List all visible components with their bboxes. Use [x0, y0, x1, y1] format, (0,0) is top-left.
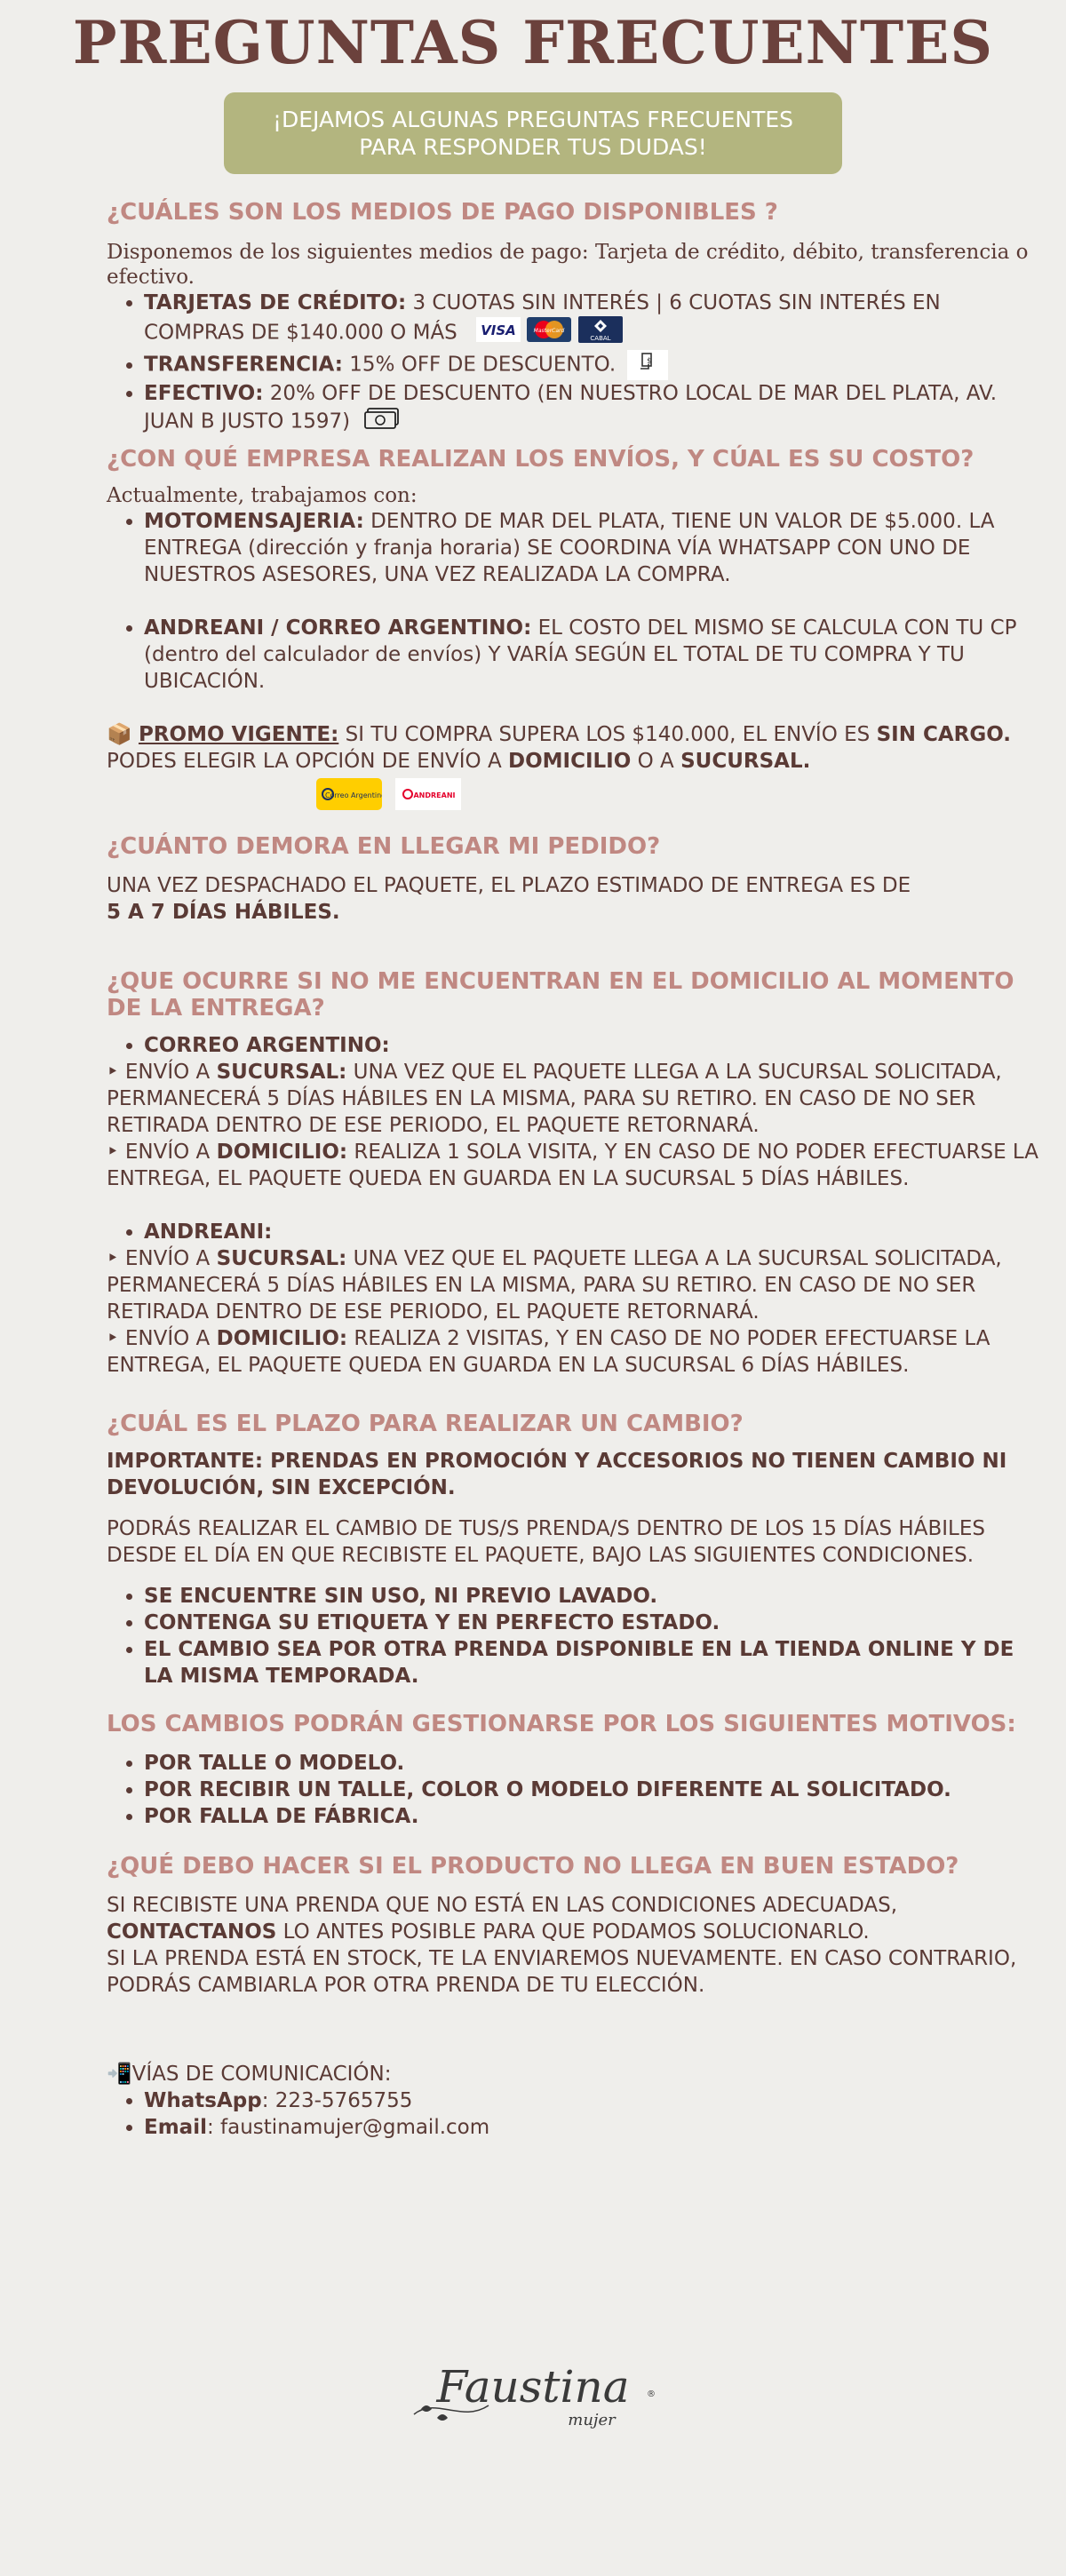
- banner-line-2: PARA RESPONDER TUS DUDAS!: [359, 134, 707, 160]
- brand-logo: [409, 2352, 657, 2432]
- list-item: [144, 1032, 1039, 1059]
- domicilio-label: DOMICILIO:: [216, 1327, 348, 1350]
- list-item: [144, 1219, 1039, 1245]
- envio-a: ‣ ENVÍO A: [107, 1141, 217, 1164]
- payment-list: [107, 290, 1039, 437]
- envio-a: ‣ ENVÍO A: [107, 1247, 217, 1270]
- promo-text-3: O A: [631, 750, 681, 773]
- visa-logo: [476, 317, 521, 349]
- visa-text: VISA: [481, 322, 516, 338]
- damaged-line-2-text: LO ANTES POSIBLE PARA QUE PODAMOS SOLUCIONARLO.: [276, 1920, 870, 1944]
- promo-label: PROMO VIGENTE:: [138, 723, 339, 746]
- reasons-list: [107, 1750, 1039, 1830]
- banner-line-1: ¡DEJAMOS ALGUNAS PREGUNTAS FRECUENTES: [272, 107, 794, 132]
- whatsapp-label: WhatsApp: [144, 2089, 262, 2112]
- email-label: Email: [144, 2116, 207, 2139]
- andreani-domicilio: [107, 1325, 1039, 1379]
- reasons-heading: LOS CAMBIOS PODRÁN GESTIONARSE POR LOS SIGUIENTES MOTIVOS:: [107, 1711, 1016, 1737]
- andreani-sucursal: [107, 1245, 1039, 1325]
- intro-banner: [224, 92, 842, 174]
- package-icon: 📦: [107, 723, 132, 746]
- promo-domicilio: DOMICILIO: [508, 750, 632, 773]
- domicilio-label: DOMICILIO:: [216, 1141, 348, 1164]
- not-home-heading: ¿QUE OCURRE SI NO ME ENCUENTRAN EN EL DOMICILIO AL MOMENTO DE LA ENTREGA?: [107, 968, 1014, 1022]
- list-item: [144, 615, 1039, 695]
- list-item: [144, 2087, 1039, 2114]
- sucursal-label: SUCURSAL:: [216, 1061, 347, 1084]
- list-item: • SE ENCUENTRE SIN USO, NI PREVIO LAVADO.: [144, 1583, 1039, 1610]
- damaged-heading: ¿QUÉ DEBO HACER SI EL PRODUCTO NO LLEGA EN BUEN ESTADO?: [107, 1853, 959, 1880]
- cabal-logo: [578, 316, 623, 350]
- shipping-intro: Actualmente, trabajamos con:: [107, 484, 418, 507]
- andreani-suc-text: UNA VEZ QUE EL PAQUETE LLEGA A LA SUCURSAL SOLICITADA, PERMANECERÁ 5 DÍAS HÁBILES EN LA MISMA, PARA SU RETIRO. EN CASO DE NO SER RETIRADA DENTRO DE ESE PERIODO, EL PAQUETE RETORNARÁ.: [107, 1247, 1002, 1324]
- promo-text-1: SI TU COMPRA SUPERA LOS $140.000, EL ENVÍO ES: [338, 723, 877, 746]
- transfer-label: TRANSFERENCIA:: [144, 353, 343, 377]
- faq-content: [107, 199, 1039, 2141]
- andreani-label: ANDREANI:: [144, 1220, 273, 1244]
- list-item: • POR TALLE O MODELO.: [144, 1750, 1039, 1777]
- list-item: • POR RECIBIR UN TALLE, COLOR O MODELO DIFERENTE AL SOLICITADO.: [144, 1777, 1039, 1803]
- whatsapp-value[interactable]: : 223-5765755: [261, 2089, 413, 2112]
- andreani-dom-text: REALIZA 2 VISITAS, Y EN CASO DE NO PODER EFECTUARSE LA ENTREGA, EL PAQUETE QUEDA EN GUARDA EN LA SUCURSAL 6 DÍAS HÁBILES.: [107, 1327, 990, 1377]
- andreani-correo-text: EL COSTO DEL MISMO SE CALCULA CON TU CP (dentro del calculador de envíos) Y VARÍA SEGÚN EL TOTAL DE TU COMPRA Y TU UBICACIÓN.: [144, 616, 1017, 693]
- damaged-line-3: SI LA PRENDA ESTÁ EN STOCK, TE LA ENVIAREMOS NUEVAMENTE. EN CASO CONTRARIO, PODRÁS CAMBIARLA POR OTRA PRENDA DE TU ELECCIÓN.: [107, 1947, 1017, 1997]
- correo-argentino-logo: [316, 778, 382, 814]
- exchange-important: IMPORTANTE: PRENDAS EN PROMOCIÓN Y ACCESORIOS NO TIENEN CAMBIO NI DEVOLUCIÓN, SIN EXCEPCIÓN.: [107, 1450, 1007, 1499]
- cash-label: EFECTIVO:: [144, 382, 264, 405]
- payment-intro: Disponemos de los siguientes medios de pago: Tarjeta de crédito, débito, transferencia o efectivo.: [107, 241, 1029, 289]
- sucursal-label: SUCURSAL:: [216, 1247, 347, 1270]
- brand-sub: mujer: [568, 2411, 616, 2429]
- promo-text-2: PODES ELEGIR LA OPCIÓN DE ENVÍO A: [107, 750, 508, 773]
- contact-us: CONTACTANOS: [107, 1920, 277, 1944]
- andreani-logo: [395, 778, 461, 814]
- correo-sucursal: [107, 1059, 1039, 1139]
- andreani-correo-label: ANDREANI / CORREO ARGENTINO:: [144, 616, 532, 640]
- page-title: PREGUNTAS FRECUENTES: [72, 8, 994, 77]
- andreani-list: [107, 1219, 1039, 1245]
- promo-free: SIN CARGO.: [876, 723, 1012, 746]
- list-item: • EL CAMBIO SEA POR OTRA PRENDA DISPONIBLE EN LA TIENDA ONLINE Y DE LA MISMA TEMPORADA.: [144, 1636, 1039, 1690]
- contact-heading: [107, 2061, 1039, 2087]
- delivery-time-heading: ¿CUÁNTO DEMORA EN LLEGAR MI PEDIDO?: [107, 833, 661, 860]
- damaged-line-1: SI RECIBISTE UNA PRENDA QUE NO ESTÁ EN LAS CONDICIONES ADECUADAS,: [107, 1894, 898, 1917]
- delivery-time-text: UNA VEZ DESPACHADO EL PAQUETE, EL PLAZO ESTIMADO DE ENTREGA ES DE: [107, 874, 911, 897]
- mastercard-logo: [527, 317, 571, 349]
- brand-name: Faustina: [436, 2361, 630, 2413]
- correo-suc-text: UNA VEZ QUE EL PAQUETE LLEGA A LA SUCURSAL SOLICITADA, PERMANECERÁ 5 DÍAS HÁBILES EN LA MISMA, PARA SU RETIRO. EN CASO DE NO SER RETIRADA DENTRO DE ESE PERIODO, EL PAQUETE RETORNARÁ.: [107, 1061, 1002, 1137]
- transfer-icon: [627, 350, 668, 380]
- list-item: [144, 350, 1039, 380]
- cash-icon: [363, 407, 401, 437]
- svg-text:$: $: [647, 357, 653, 366]
- andreani-logo-text: ANDREANI: [413, 791, 456, 799]
- carrier-logos: [316, 778, 1039, 814]
- contact-title: VÍAS DE COMUNICACIÓN:: [131, 2063, 392, 2086]
- delivery-time-bold: [107, 899, 1039, 926]
- contact-list: [107, 2087, 1039, 2141]
- shipping-heading: ¿CON QUÉ EMPRESA REALIZAN LOS ENVÍOS, Y CÚAL ES SU COSTO?: [107, 446, 975, 473]
- delivery-days: 5 A 7 DÍAS HÁBILES.: [107, 901, 340, 924]
- damaged-line-2: [107, 1919, 1039, 1945]
- envio-a: ‣ ENVÍO A: [107, 1061, 217, 1084]
- exchange-text: PODRÁS REALIZAR EL CAMBIO DE TUS/S PRENDA/S DENTRO DE LOS 15 DÍAS HÁBILES DESDE EL DÍA EN QUE RECIBISTE EL PAQUETE, BAJO LAS SIGUIENTES CONDICIONES.: [107, 1517, 985, 1567]
- cabal-text: CABAL: [590, 335, 611, 342]
- list-item: • CONTENGA SU ETIQUETA Y EN PERFECTO ESTADO.: [144, 1610, 1039, 1636]
- transfer-text: 15% OFF DE DESCUENTO.: [349, 353, 617, 377]
- payment-heading: ¿CUÁLES SON LOS MEDIOS DE PAGO DISPONIBLES ?: [107, 199, 778, 226]
- list-item: [144, 290, 1039, 350]
- exchange-heading: ¿CUÁL ES EL PLAZO PARA REALIZAR UN CAMBIO?: [107, 1411, 744, 1437]
- envio-a: ‣ ENVÍO A: [107, 1327, 217, 1350]
- correo-domicilio: [107, 1139, 1039, 1192]
- promo-paragraph: [107, 721, 1039, 775]
- exchange-conditions: [107, 1583, 1039, 1690]
- moto-label: MOTOMENSAJERIA:: [144, 510, 364, 533]
- promo-sucursal: SUCURSAL.: [680, 750, 811, 773]
- list-item: • POR FALLA DE FÁBRICA.: [144, 1803, 1039, 1830]
- correo-label: CORREO ARGENTINO:: [144, 1034, 390, 1057]
- list-item: [144, 2114, 1039, 2141]
- phone-icon: 📲: [107, 2063, 132, 2086]
- correo-logo-text: Correo Argentino: [324, 791, 382, 799]
- registered-mark: ®: [647, 2389, 656, 2399]
- mastercard-text: MasterCard: [534, 328, 565, 334]
- shipping-list: [107, 508, 1039, 695]
- email-value[interactable]: : faustinamujer@gmail.com: [206, 2116, 490, 2139]
- cash-text: 20% OFF DE DESCUENTO (EN NUESTRO LOCAL DE MAR DEL PLATA, AV. JUAN B JUSTO 1597): [144, 382, 998, 433]
- correo-list: [107, 1032, 1039, 1059]
- credit-label: TARJETAS DE CRÉDITO:: [144, 291, 407, 314]
- credit-text: 3 CUOTAS SIN INTERÉS | 6 CUOTAS SIN INTERÉS EN COMPRAS DE $140.000 O MÁS: [144, 291, 941, 345]
- list-item: [144, 380, 1039, 437]
- moto-text: DENTRO DE MAR DEL PLATA, TIENE UN VALOR DE $5.000. LA ENTREGA (dirección y franja horaria) SE COORDINA VÍA WHATSAPP CON UNO DE NUESTROS ASESORES, UNA VEZ REALIZADA LA COMPRA.: [144, 510, 995, 586]
- list-item: [144, 508, 1039, 588]
- correo-dom-text: REALIZA 1 SOLA VISITA, Y EN CASO DE NO PODER EFECTUARSE LA ENTREGA, EL PAQUETE QUEDA EN GUARDA EN LA SUCURSAL 5 DÍAS HÁBILES.: [107, 1141, 1038, 1190]
